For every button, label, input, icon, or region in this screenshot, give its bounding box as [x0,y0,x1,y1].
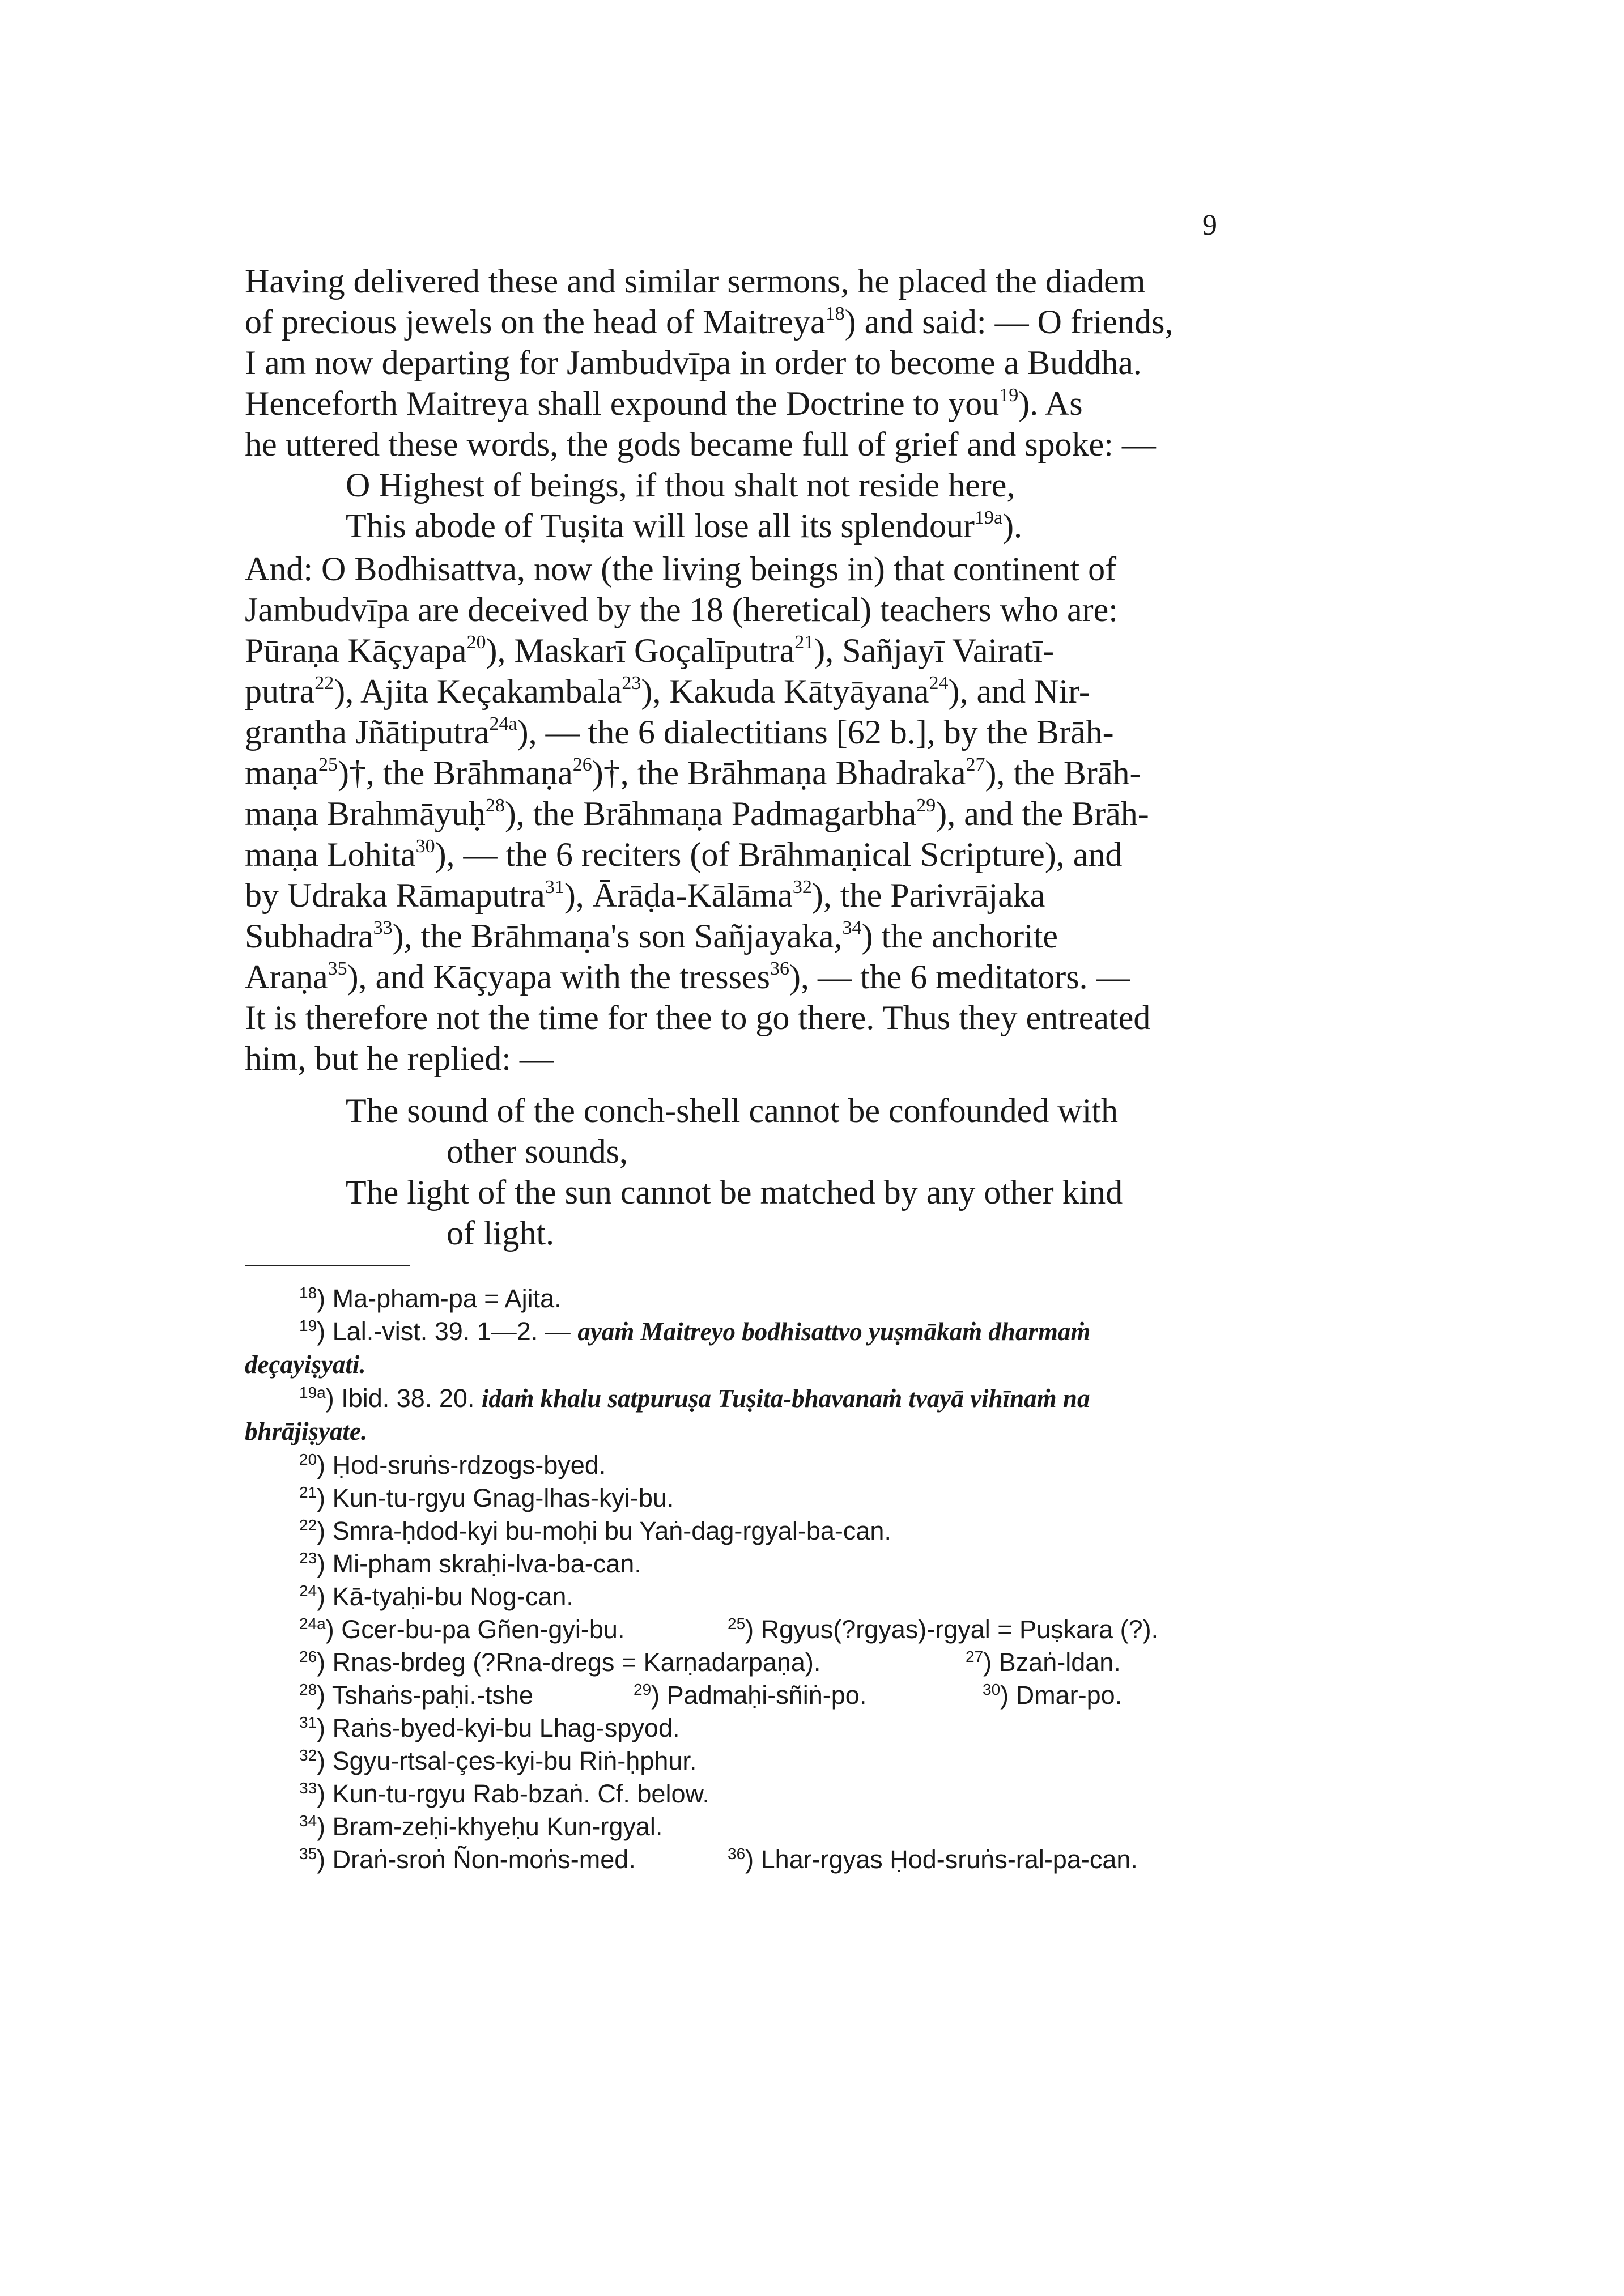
footnote: $^{31}$) Raṅs-byed-kyi-bu Lhag-spyod. [299,1714,680,1742]
footnote-ref[interactable]: 21 [794,632,814,653]
footnote: $^{24a}$) Gcer-bu-pa Gñen-gyi-bu. [299,1615,625,1644]
footnote-ref[interactable]: 18 [825,303,845,324]
footnote: $^{18}$) Ma-pham-pa = Ajita. [299,1284,562,1313]
footnote-ref[interactable]: 19 [999,385,1019,406]
footnote-ref[interactable]: 32 [792,877,812,898]
footnote-continuation: bhrājiṣyate. [245,1417,368,1445]
body-line: him, but he replied: — [245,1040,554,1077]
footnote-ref[interactable]: 24a [489,713,517,734]
footnote-separator [245,1265,410,1266]
verse-line: The light of the sun cannot be matched by any other kind [346,1173,1123,1211]
footnote-ref[interactable]: 24 [929,673,949,694]
footnote: $^{34}$) Bram-zeḥi-khyeḥu Kun-rgyal. [299,1812,663,1841]
footnote: $^{26}$) Rnas-brdeg (?Rna-dregs = Karṇadarpaṇa). [299,1648,821,1677]
body-line: maṇa Brahmāyuḥ$^{28}$), the Brāhmaṇa Padmagarbha$^{29}$), and the Brāh- [245,795,1149,832]
footnote: $^{25}$) Rgyus(?rgyas)-rgyal = Puṣkara (?). [728,1615,1159,1644]
body-line: Henceforth Maitreya shall expound the Doctrine to you$^{19}$). As [245,385,1083,422]
footnote-ref[interactable]: 25 [318,754,338,775]
footnote: $^{28}$) Tshaṅs-paḥi.-tshe [299,1681,534,1710]
footnote: $^{32}$) Sgyu-rtsal-çes-kyi-bu Riṅ-ḥphur. [299,1746,697,1775]
body-line: Araṇa$^{35}$), and Kāçyapa with the tresses$^{36}$), — the 6 meditators. — [245,958,1130,996]
footnote-ref[interactable]: 29 [916,795,936,816]
body-line: maṇa Lohita$^{30}$), — the 6 reciters (of Brāhmaṇical Scripture), and [245,836,1123,873]
body-line: putra$^{22}$), Ajita Keçakambala$^{23}$), Kakuda Kātyāyana$^{24}$), and Nir- [245,673,1090,710]
footnote: $^{35}$) Draṅ-sroṅ Ñon-moṅs-med. [299,1845,636,1874]
body-line: maṇa$^{25}$)†, the Brāhmaṇa$^{26}$)†, the Brāhmaṇa Bhadraka$^{27}$), the Brāh- [245,754,1141,792]
footnote: $^{33}$) Kun-tu-rgyu Rab-bzaṅ. Cf. below. [299,1779,709,1808]
footnote: $^{24}$) Kā-tyaḥi-bu Nog-can. [299,1582,573,1611]
footnote-continuation: deçayiṣyati. [245,1350,366,1379]
footnote: $^{29}$) Padmaḥi-sñiṅ-po. [634,1681,867,1710]
footnote: $^{21}$) Kun-tu-rgyu Gnag-lhas-kyi-bu. [299,1483,674,1512]
footnote-ref[interactable]: 23 [622,673,641,694]
footnote: $^{19a}$) Ibid. 38. 20. idaṁ khalu satpuruṣa Tuṣita-bhavanaṁ tvayā vihīnaṁ na [299,1384,1090,1413]
body-line: of precious jewels on the head of Maitreya$^{18}$) and said: — O friends, [245,303,1174,341]
footnote-ref[interactable]: 28 [485,795,505,816]
body-line: he uttered these words, the gods became full of grief and spoke: — [245,426,1156,463]
body-line: grantha Jñātiputra$^{24a}$), — the 6 dialectitians [62 b.], by the Brāh- [245,713,1114,751]
body-line: It is therefore not the time for thee to go there. Thus they entreated [245,999,1151,1036]
body-line: Jambudvīpa are deceived by the 18 (heretical) teachers who are: [245,591,1118,628]
footnote: $^{23}$) Mi-pham skraḥi-lva-ba-can. [299,1549,641,1578]
body-line: Having delivered these and similar sermons, he placed the diadem [245,262,1146,300]
footnote-ref[interactable]: 26 [572,754,592,775]
footnote: $^{22}$) Smra-ḥdod-kyi bu-moḥi bu Yaṅ-dag-rgyal-ba-can. [299,1516,891,1545]
body-line: And: O Bodhisattva, now (the living beings in) that continent of [245,550,1117,588]
page-number: 9 [1202,209,1217,241]
footnote: $^{36}$) Lhar-rgyas Ḥod-sruṅs-ral-pa-can. [728,1845,1138,1874]
body-line: I am now departing for Jambudvīpa in order to become a Buddha. [245,344,1142,381]
footnote-ref[interactable]: 22 [314,673,334,694]
body-line: Subhadra$^{33}$), the Brāhmaṇa's son Sañjayaka,$^{34}$) the anchorite [245,917,1058,955]
verse-line: The sound of the conch-shell cannot be confounded with [346,1092,1118,1129]
footnote-ref[interactable]: 31 [545,877,564,898]
verse-line: other sounds, [447,1133,628,1170]
verse-line: O Highest of beings, if thou shalt not reside here, [346,466,1015,504]
footnote-ref[interactable]: 20 [466,632,486,653]
footnote-ref[interactable]: 27 [966,754,985,775]
footnote: $^{19}$) Lal.-vist. 39. 1—2. — ayaṁ Maitreyo bodhisattvo yuṣmākaṁ dharmaṁ [299,1317,1091,1346]
footnote-ref[interactable]: 33 [373,917,393,938]
verse-line: of light. [447,1214,554,1252]
footnote-ref[interactable]: 30 [415,836,435,857]
footnote-ref[interactable]: 34 [842,917,862,938]
verse-line: This abode of Tuṣita will lose all its splendour$^{19a}$). [346,507,1023,545]
body-line: by Udraka Rāmaputra$^{31}$), Ārāḍa-Kālāma$^{32}$), the Parivrājaka [245,877,1045,914]
footnote: $^{27}$) Bzaṅ-ldan. [966,1648,1121,1677]
body-line: Pūraṇa Kāçyapa$^{20}$), Maskarī Goçalīputra$^{21}$), Sañjayī Vairatī- [245,632,1055,669]
footnote-ref[interactable]: 19a [974,507,1003,528]
footnote: $^{30}$) Dmar-po. [983,1681,1123,1710]
footnote: $^{20}$) Ḥod-sruṅs-rdzogs-byed. [299,1451,606,1479]
footnote-ref[interactable]: 36 [770,958,789,979]
footnote-ref[interactable]: 35 [328,958,347,979]
